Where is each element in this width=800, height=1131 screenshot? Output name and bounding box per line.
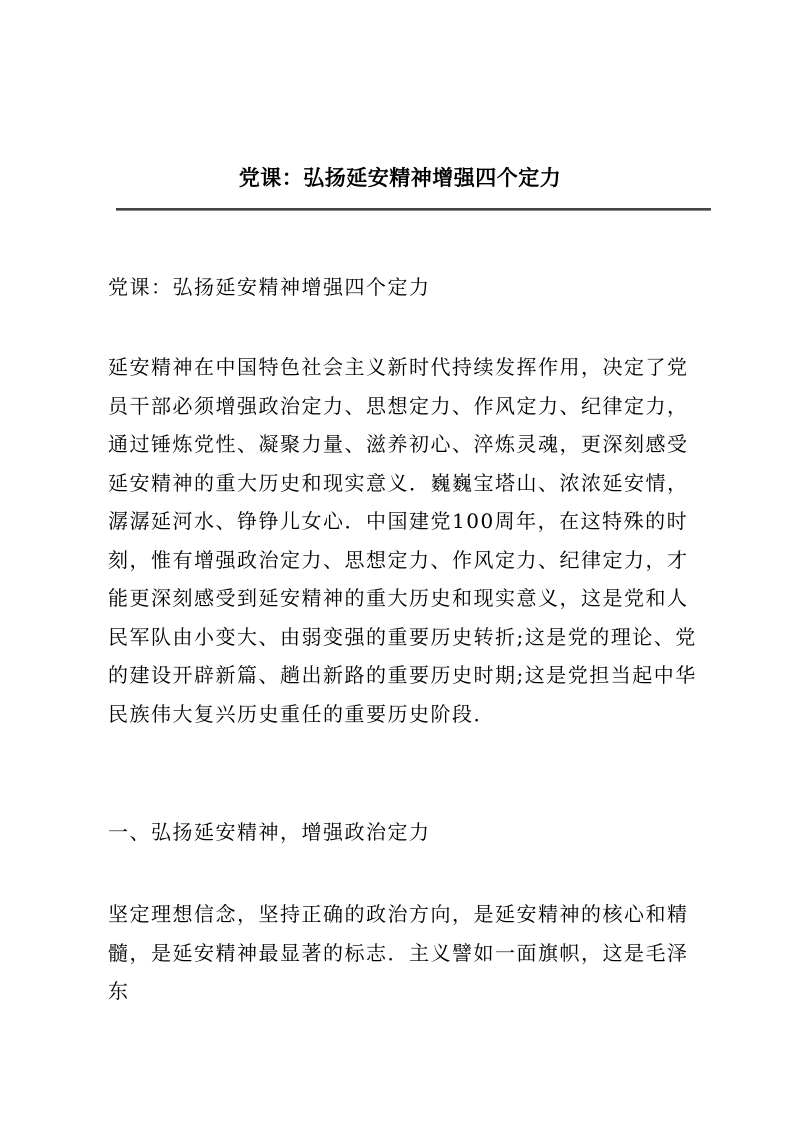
document-subtitle: 党课：弘扬延安精神增强四个定力 [108, 275, 431, 299]
document-title: 党课：弘扬延安精神增强四个定力 [238, 165, 562, 190]
paragraph-section-1: 坚定理想信念，坚持正确的政治方向，是延安精神的核心和精髓，是延安精神最显著的标志．主义譬如一面旗帜，这是毛泽东 [108, 902, 689, 1003]
section-heading-1: 一、弘扬延安精神，增强政治定力 [108, 820, 431, 844]
title-divider [116, 208, 711, 211]
paragraph-intro: 延安精神在中国特色社会主义新时代持续发挥作用，决定了党员干部必须增强政治定力、思想定力、作风定力、纪律定力，通过锤炼党性、凝聚力量、滋养初心、淬炼灵魂，更深刻感受延安精神的重大历史和现实意义．巍巍宝塔山、浓浓延安情，潺潺延河水、铮铮儿女心．中国建党100周年，在这特殊的时刻，惟有增强政治定力、思想定力、作风定力、纪律定力，才能更深刻感受到延安精神的重大历史和现实意义，这是党和人民军队由小变大、由弱变强的重要历史转折;这是党的理论、党的建设开辟新篇、趟出新路的重要历史时期;这是党担当起中华民族伟大复兴历史重任的重要历史阶段． [108, 355, 697, 726]
